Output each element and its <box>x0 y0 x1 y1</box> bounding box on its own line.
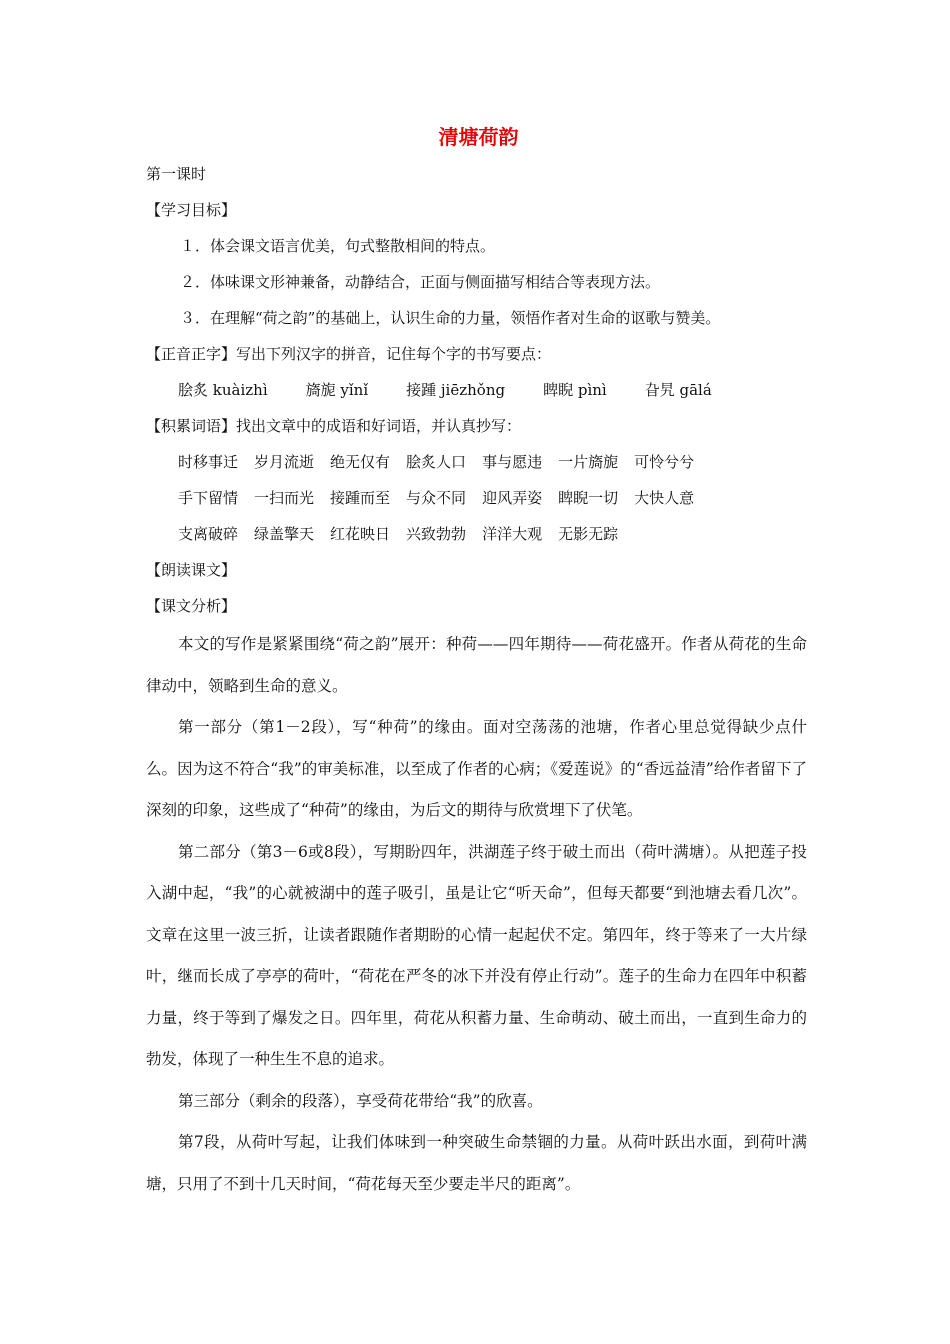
idiom: 手下留情 <box>178 489 239 507</box>
pronunciation-word: 旖旎 yǐnǐ <box>305 381 369 399</box>
goals-heading: 【学习目标】 <box>146 201 237 219</box>
idiom: 兴致勃勃 <box>406 525 467 543</box>
vocabulary-heading: 【积累词语】找出文章中的成语和好词语，并认真抄写： <box>146 417 522 435</box>
idiom: 绿盖擎天 <box>254 525 315 543</box>
goal-item: ２．体味课文形神兼备，动静结合，正面与侧面描写相结合等表现方法。 <box>180 273 661 291</box>
analysis-paragraph: 第一部分（第1－2段），写“种荷”的缘由。面对空荡荡的池塘，作者心里总觉得缺少点什么。因为这不符合“我”的审美标准，以至成了作者的心病；《爱莲说》的“香远益清”给作者留下了深刻的印象，这些成了“种荷”的缘由，为后文的期待与欣赏埋下了伏笔。 <box>146 718 807 819</box>
analysis-paragraph: 第二部分（第3－6或8段），写期盼四年，洪湖莲子终于破土而出（荷叶满塘）。从把莲子投入湖中起，“我”的心就被湖中的莲子吸引，虽是让它“听天命”，但每天都要“到池塘去看几次”。文章在这里一波三折，让读者跟随作者期盼的心情一起起伏不定。第四年，终于等来了一大片绿叶，继而长成了亭亭的荷叶，“荷花在严冬的冰下并没有停止行动”。莲子的生命力在四年中积蓄力量，终于等到了爆发之日。四年里，荷花从积蓄力量、生命萌动、破土而出，一直到生命力的勃发，体现了一种生生不息的追求。 <box>146 842 807 1068</box>
goal-item: ３．在理解“荷之韵”的基础上，认识生命的力量，领悟作者对生命的讴歌与赞美。 <box>180 309 721 327</box>
analysis-heading: 【课文分析】 <box>146 597 237 615</box>
idiom: 岁月流逝 <box>254 453 315 471</box>
lesson-label: 第一课时 <box>146 165 207 183</box>
idiom: 绝无仅有 <box>330 453 391 471</box>
idiom: 脍炙人口 <box>406 453 467 471</box>
idiom: 无影无踪 <box>558 525 619 543</box>
analysis-paragraph: 本文的写作是紧紧围绕“荷之韵”展开：种荷——四年期待——荷花盛开。作者从荷花的生命律动中，领略到生命的意义。 <box>146 635 807 695</box>
idiom: 洋洋大观 <box>482 525 543 543</box>
idiom: 接踵而至 <box>330 489 391 507</box>
idiom-row <box>146 480 807 516</box>
idiom: 时移事迁 <box>178 453 239 471</box>
goal-item: １．体会课文语言优美，句式整散相间的特点。 <box>180 237 496 255</box>
analysis-paragraph: 第三部分（剩余的段落），享受荷花带给“我”的欣喜。 <box>178 1091 543 1110</box>
idiom: 红花映日 <box>330 525 391 543</box>
idiom-row <box>146 444 807 480</box>
idiom: 与众不同 <box>406 489 467 507</box>
idiom-row <box>146 516 807 552</box>
idiom: 睥睨一切 <box>558 489 619 507</box>
pronunciation-word: 接踵 jiēzhǒng <box>406 381 506 399</box>
reading-heading: 【朗读课文】 <box>146 561 237 579</box>
idiom: 可怜兮兮 <box>634 453 695 471</box>
idiom: 大快人意 <box>634 489 695 507</box>
idiom: 支离破碎 <box>178 525 239 543</box>
pronunciation-word: 睥睨 pìnì <box>543 381 607 399</box>
pronunciation-word: 脍炙 kuàizhì <box>178 381 268 399</box>
pronunciation-word: 旮旯 gālá <box>644 381 712 399</box>
idiom: 迎风弄姿 <box>482 489 543 507</box>
idiom: 一片旖旎 <box>558 453 619 471</box>
pronunciation-heading: 【正音正字】写出下列汉字的拼音，记住每个字的书写要点： <box>146 345 552 363</box>
pronunciation-row <box>146 372 807 408</box>
idiom: 一扫而光 <box>254 489 315 507</box>
document-title: 清塘荷韵 <box>438 125 519 149</box>
analysis-paragraph: 第7段，从荷叶写起，让我们体味到一种突破生命禁锢的力量。从荷叶跃出水面，到荷叶满塘，只用了不到十几天时间，“荷花每天至少要走半尺的距离”。 <box>146 1133 807 1193</box>
idiom: 事与愿违 <box>482 453 543 471</box>
